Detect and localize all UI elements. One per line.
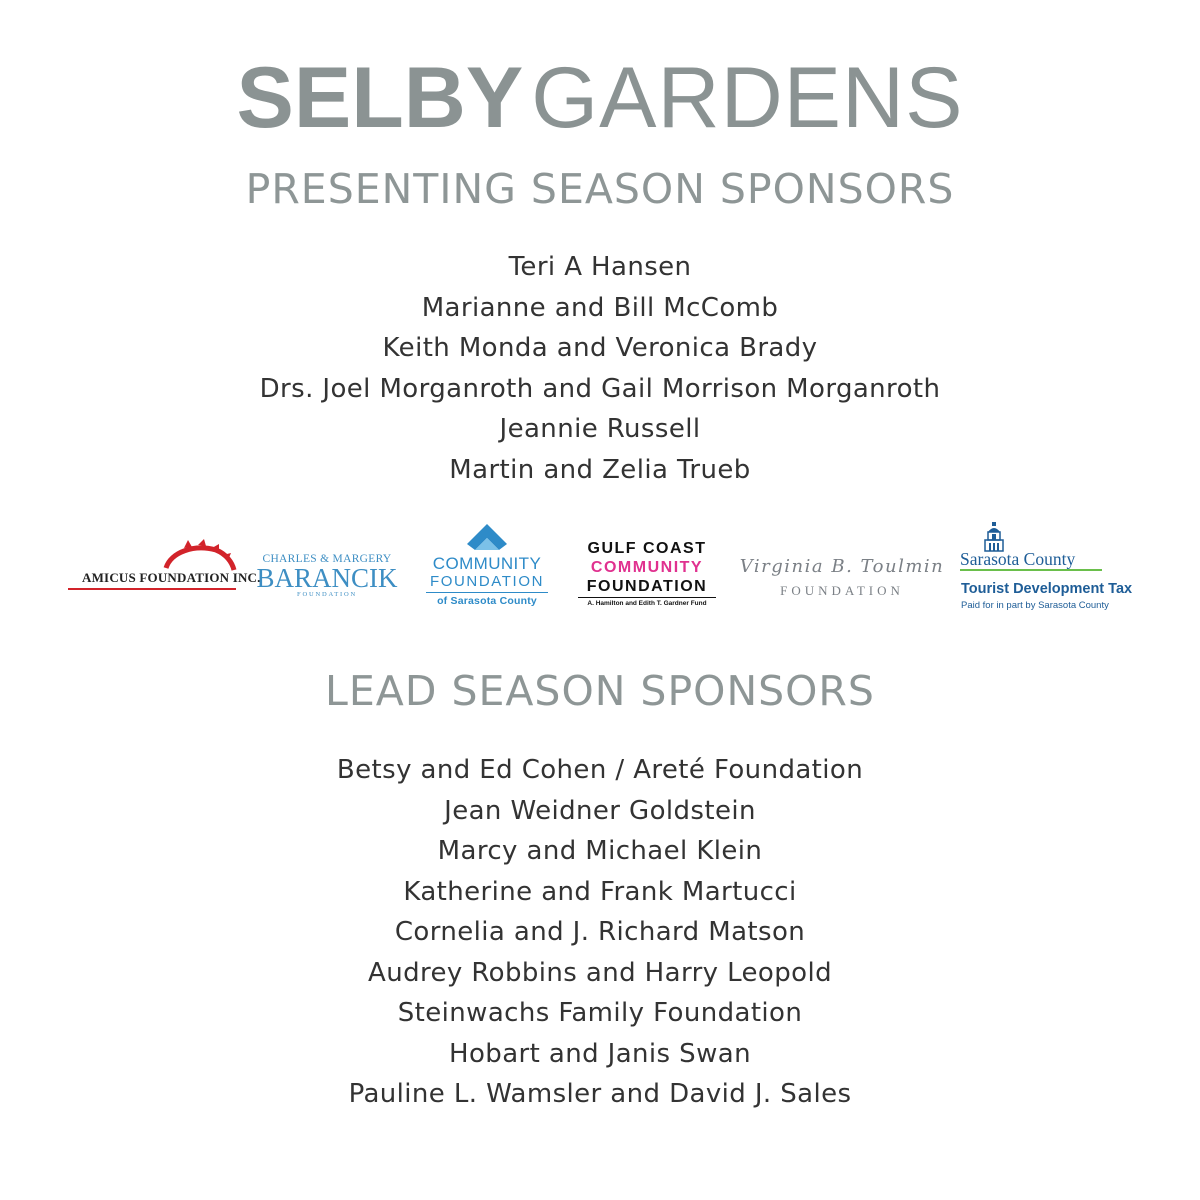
cfs-house-icon	[465, 522, 509, 552]
brand-gardens: GARDENS	[531, 50, 964, 146]
list-item: Hobart and Janis Swan	[449, 1038, 751, 1069]
barancik-main: BARANCIK	[256, 563, 398, 593]
barancik-sub: FOUNDATION	[297, 591, 357, 598]
barancik-top: CHARLES & MARGERY	[262, 553, 392, 565]
list-item: Cornelia and J. Richard Matson	[394, 917, 806, 947]
community-foundation-sarasota-logo	[422, 522, 552, 614]
list-item: Drs. Joel Morganroth and Gail Morrison Morganroth	[259, 373, 941, 404]
gcc-line4: A. Hamilton and Edith T. Gardner Fund	[587, 600, 707, 607]
presenting-sponsors-list	[0, 247, 1200, 490]
toulmin-signature: Virginia B. Toulmin	[739, 556, 945, 577]
list-item: Keith Monda and Veronica Brady	[382, 333, 818, 363]
barancik-foundation-logo	[256, 553, 398, 605]
cfs-line2: FOUNDATION	[429, 573, 545, 590]
sarasota-name: Sarasota County	[960, 549, 1076, 569]
list-item: Marcy and Michael Klein	[437, 836, 763, 866]
selby-gardens-logo	[0, 48, 1200, 148]
gulf-coast-community-foundation-logo	[576, 539, 718, 615]
amicus-text: AMICUS FOUNDATION INC.	[82, 570, 261, 585]
list-item: Katherine and Frank Martucci	[403, 876, 797, 907]
list-item: Steinwachs Family Foundation	[397, 998, 803, 1028]
cfs-divider	[426, 592, 548, 593]
sarasota-divider	[960, 569, 1102, 571]
toulmin-foundation: FOUNDATION	[780, 583, 904, 598]
brand-selby: SELBY	[236, 50, 524, 146]
list-item: Martin and Zelia Trueb	[449, 454, 751, 485]
list-item: Audrey Robbins and Harry Leopold	[368, 957, 832, 988]
list-item: Teri A Hansen	[508, 252, 692, 282]
gcc-line1: GULF COAST	[587, 540, 707, 557]
list-item: Betsy and Ed Cohen / Areté Foundation	[336, 755, 864, 785]
cfs-line3: of Sarasota County	[437, 595, 537, 607]
cfs-line1: COMMUNITY	[432, 554, 542, 573]
sarasota-tdt: Tourist Development Tax	[961, 581, 1133, 597]
list-item: Pauline L. Wamsler and David J. Sales	[348, 1079, 852, 1109]
amicus-foundation-logo	[66, 538, 261, 594]
list-item: Marianne and Bill McComb	[421, 292, 779, 323]
sarasota-paid: Paid for in part by Sarasota County	[961, 600, 1109, 611]
courthouse-tower-icon	[983, 522, 1005, 552]
list-item: Jeannie Russell	[499, 414, 701, 444]
lead-sponsors-heading: LEAD SEASON SPONSORS	[325, 667, 875, 715]
lead-sponsors-list	[0, 750, 1200, 1115]
gcc-line3: FOUNDATION	[586, 578, 708, 595]
gcc-line2: COMMUNITY	[590, 559, 704, 576]
list-item: Jean Weidner Goldstein	[444, 795, 756, 826]
sarasota-county-logo	[960, 522, 1140, 614]
gcc-divider	[578, 597, 716, 598]
virginia-toulmin-foundation-logo	[738, 556, 946, 606]
presenting-sponsors-heading: PRESENTING SEASON SPONSORS	[245, 165, 955, 213]
